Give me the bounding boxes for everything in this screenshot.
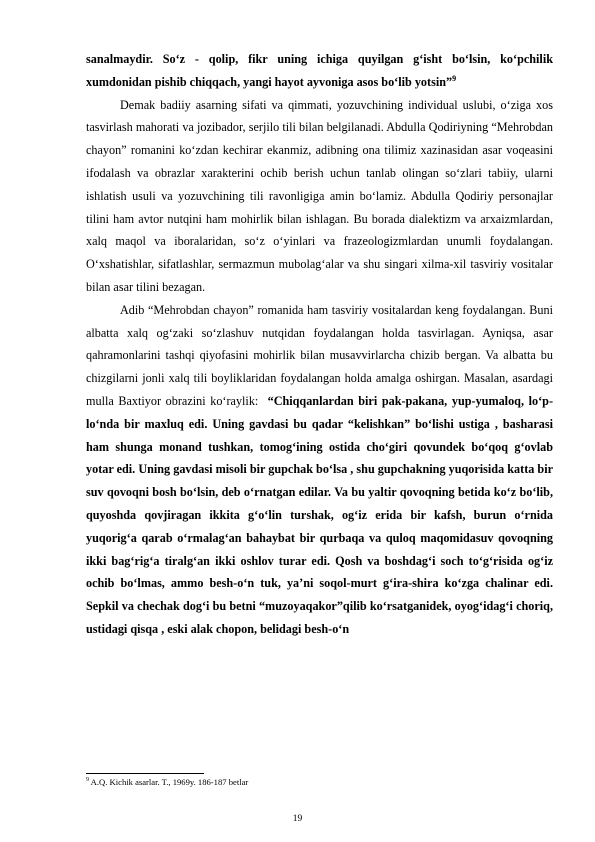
novel-quote: “Chiqqanlardan biri pak-pakana, yup-yumaloq, lo‘p-lo‘nda bir maxluq edi. Uning gavdasi bu qadar “kelishkan” bo‘lishi ustiga , basharasi ham shunga monand tushkan, tomog‘ining ostida cho‘giri qovundek bo‘qoq g‘ovlab yotar edi. Uning gavdasi misoli bir gupchak bo‘lsa , shu gupchakning yuqorisida katta bir suv qovoqni bosh bo‘lsin, deb o‘rnatgan edilar. Va bu yaltir qovoqning betida ko‘z bo‘lib, quyoshda qovjiragan ikkita g‘o‘lin turshak, og‘iz erida bir kafsh, burun o‘rnida yuqorig‘a qarab o‘rmalag‘an bahaybat bir qurbaqa va quloq maqomidasuv qovoqning ikki bag‘rig‘a tiralg‘an ikki oshlov turar edi. Qosh va boshdag‘i soch to‘g‘risida og‘iz ochib bo‘lmas, ammo besh-o‘n tuk, ya’ni soqol-murt g‘ira-shira ko‘zga chalinar edi. Sepkil va chechak dog‘i bu betni “muzoyaqakor”qilib ko‘rsatganidek, oyog‘idag‘i choriq, ustidagi qisqa , eski alak chopon, belidagi besh-o‘n (86, 393, 553, 636)
page-number: 19 (292, 814, 303, 824)
quote-text: sanalmaydir. So‘z - qolip, fikr uning ichiga quyilgan g‘isht bo‘lsin, ko‘pchilik xumdonidan pishib chiqqach, yangi hayot ayvoniga asos bo‘lib yotsin” (86, 52, 553, 89)
paragraph-continued-quote (86, 48, 553, 94)
footnote-divider (86, 773, 204, 774)
paragraph-style: Demak badiiy asarning sifati va qimmati, yozuvchining individual uslubi, o‘ziga xos tasvirlash mahorati va jozibador, serjilo tili bilan belgilanadi. Abdulla Qodiriyning “Mehrobdan chayon” romanini ko‘zdan kechirar ekanmiz, adibning ona tilimiz xazinasidan asar voqeasini ifodalash va obrazlar xarakterini ochib berish uchun tanlab olingan so‘zlari tabiiy, ularni ishlatish usuli va yozuvchining tili ravonligiga amin bo‘lamiz. Abdulla Qodiriy personajlar tilini ham avtor nutqini ham mohirlik bilan ishlagan. Bu borada dialektizm va arxaizmlardan, xalq maqol va iboralaridan, so‘z o‘yinlari va frazeologizmlardan unumli foydalangan. O‘xshatishlar, sifatlashlar, sermazmun mubolag‘alar va shu singari xilma-xil tasviriy vositalar bilan asar tilini bezagan. (86, 97, 553, 294)
footnote (86, 777, 556, 788)
paragraph-intro-text: Adib “Mehrobdan chayon” romanida ham tasviriy vositalardan keng foydalangan. Buni albatta xalq og‘zaki so‘zlashuv nutqidan foydalangan holda tasvirlagan. Ayniqsa, asar qahramonlarini tashqi qiyofasini mohirlik bilan musavvirlarcha chizib bergan. Va albatta bu chizgilarni jonli xalq tili boyliklaridan foydalangan holda amalga oshirgan. Masalan, asardagi mulla Baxtiyor obrazini ko‘raylik: (86, 302, 553, 408)
paragraph-example (86, 299, 553, 641)
footnote-mark: 9 (86, 777, 89, 784)
footnote-reference: 9 (452, 73, 457, 83)
page-body (86, 48, 553, 641)
footnote-text: A.Q. Kichik asarlar. T., 1969y. 186-187 betlar (89, 777, 249, 787)
